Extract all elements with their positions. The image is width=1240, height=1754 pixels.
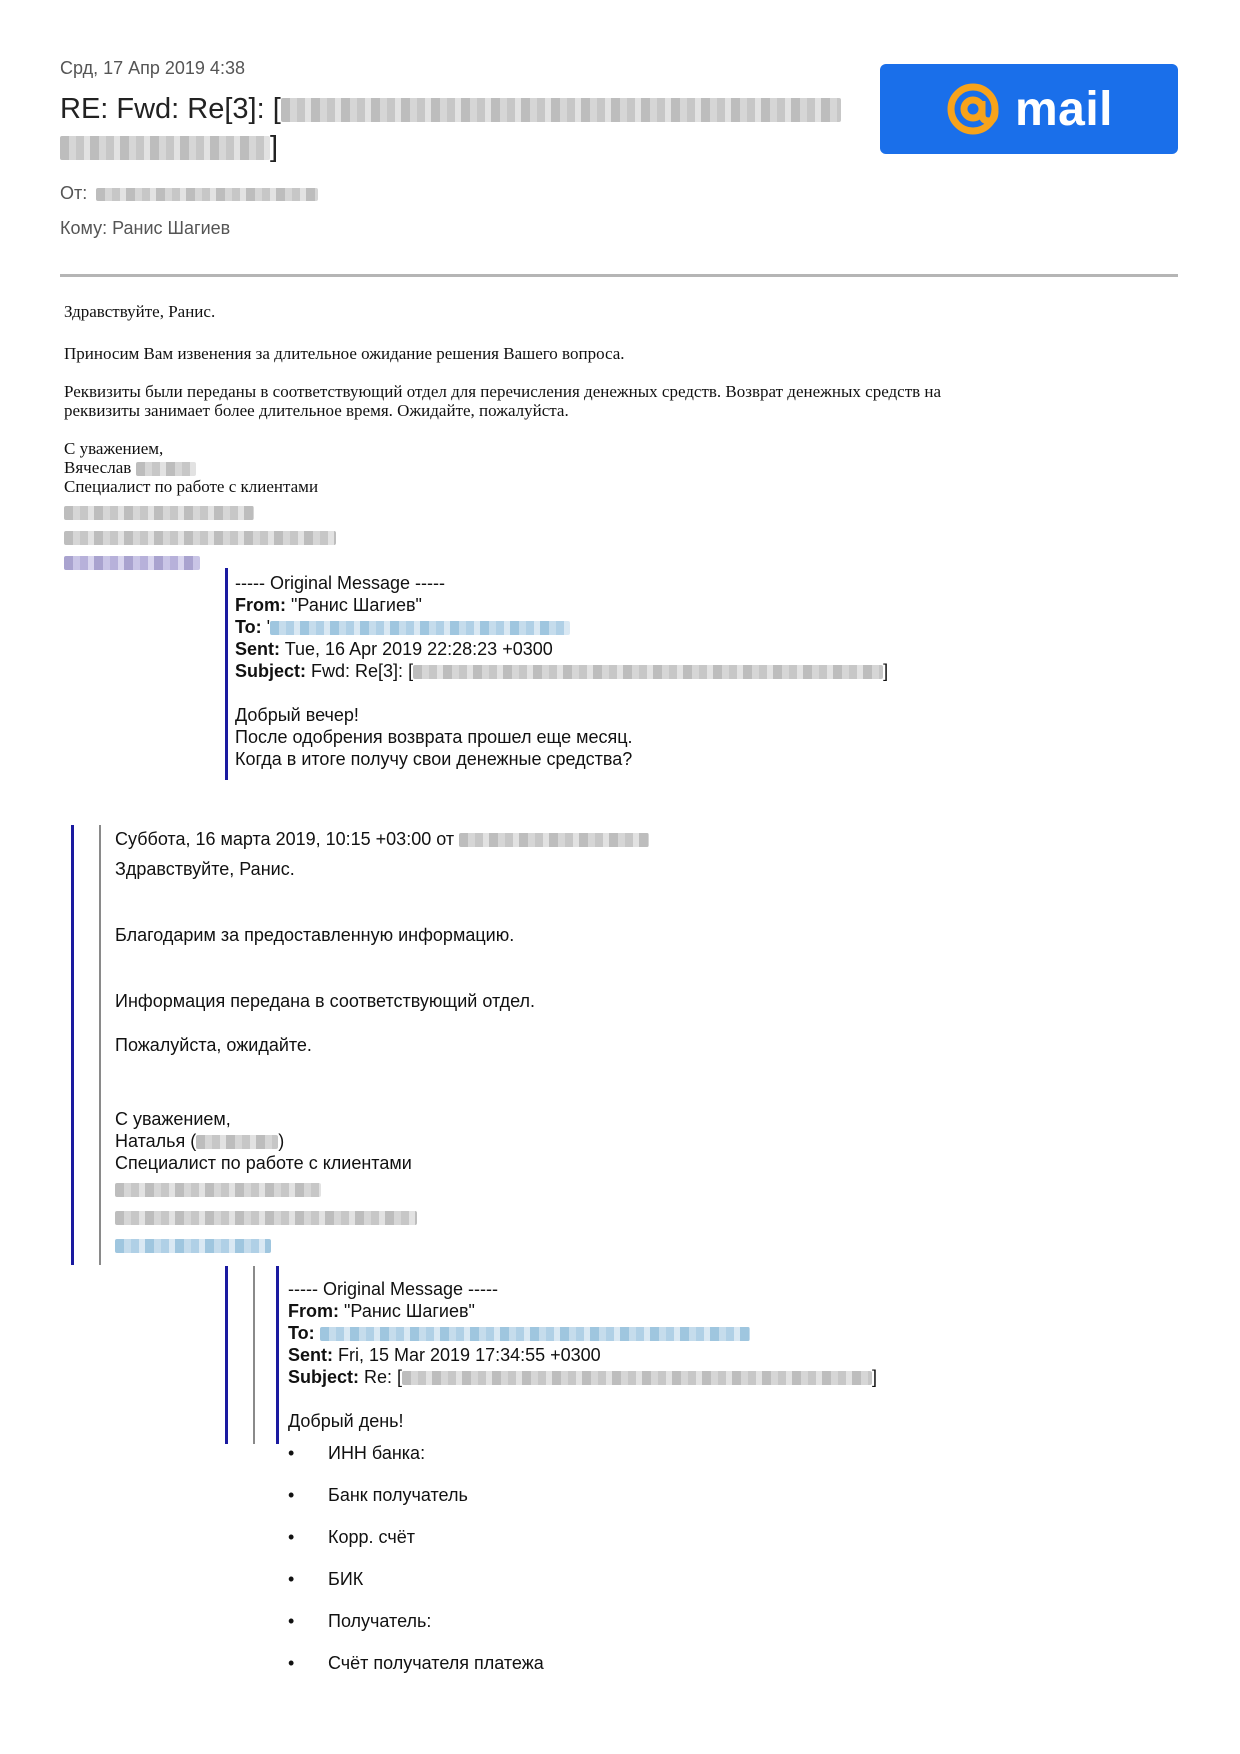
quote-3-line-1: Добрый день! xyxy=(288,1411,404,1431)
quote-1-line-2: После одобрения возврата прошел еще месяц. xyxy=(235,727,633,747)
list-item: • ИНН банка: xyxy=(288,1443,426,1463)
quote-1-from-row: From: "Ранис Шагиев" xyxy=(235,595,422,615)
quote-2-paragraph-3: Пожалуйста, ожидайте. xyxy=(115,1035,312,1055)
mail-ru-logo xyxy=(880,64,1178,154)
redacted-sender-2 xyxy=(459,833,649,847)
signature-name: Вячеслав xyxy=(64,458,132,477)
to-label: Кому: xyxy=(60,218,108,238)
redacted-surname-2 xyxy=(196,1135,278,1149)
message-date: Срд, 17 Апр 2019 4:38 xyxy=(60,58,245,78)
list-item: • Корр. счёт xyxy=(288,1527,415,1547)
redacted-subject-part1 xyxy=(281,98,841,122)
quote-2-intro-row: Суббота, 16 марта 2019, 10:15 +03:00 от xyxy=(115,828,1015,850)
redacted-subject-2 xyxy=(402,1371,872,1385)
redacted-company-1 xyxy=(64,506,254,520)
quote-3 xyxy=(288,1278,1188,1432)
reply-paragraph-2-line-1: Реквизиты были переданы в соответствующий отдел для перечисления денежных средств. Возврат денежных средств на xyxy=(64,382,942,401)
redacted-link-2[interactable] xyxy=(115,1239,271,1253)
quote-2-name-row: Наталья ( ) xyxy=(115,1131,285,1151)
quote-3-from-row: From: "Ранис Шагиев" xyxy=(288,1301,475,1321)
list-item: • Банк получатель xyxy=(288,1485,468,1505)
to-row xyxy=(60,218,230,239)
quote-3-subject-row: Subject: Re: [ ] xyxy=(288,1367,878,1387)
quote-1-to-row: To: ' xyxy=(235,616,1135,638)
quote-2-regards: С уважением, xyxy=(115,1109,231,1129)
quote-1-sent-row: Sent: Tue, 16 Apr 2019 22:28:23 +0300 xyxy=(235,639,553,659)
quote-2-paragraph-1: Благодарим за предоставленную информацию. xyxy=(115,925,515,945)
quote-1-subject-row: Subject: Fwd: Re[3]: [ ] xyxy=(235,661,889,681)
quote-3-original-header: ----- Original Message ----- xyxy=(288,1279,499,1299)
reply-paragraph-1: Приносим Вам извенения за длительное ожидание решения Вашего вопроса. xyxy=(64,344,625,363)
quote-2-greeting: Здравствуйте, Ранис. xyxy=(115,859,295,879)
reply-body xyxy=(64,302,1164,571)
quote-2-paragraph-2: Информация передана в соответствующий отдел. xyxy=(115,991,536,1011)
reply-paragraph-2-line-2: реквизиты занимает более длительное время. Ожидайте, пожалуйста. xyxy=(64,401,569,420)
message-subject xyxy=(60,90,880,166)
redacted-sender xyxy=(96,188,318,201)
redacted-company-2 xyxy=(64,531,336,545)
list-item: • Получатель: xyxy=(288,1611,432,1631)
quote-1-line-1: Добрый вечер! xyxy=(235,705,359,725)
redacted-subject-part2 xyxy=(60,136,270,160)
from-label: От: xyxy=(60,183,88,203)
redacted-company-4 xyxy=(115,1211,417,1225)
reply-greeting: Здравствуйте, Ранис. xyxy=(64,302,216,321)
quote-3-bar-2 xyxy=(253,1266,255,1444)
redacted-link[interactable] xyxy=(64,556,200,570)
quote-2-role: Специалист по работе с клиентами xyxy=(115,1153,412,1173)
quote-1 xyxy=(235,572,1135,770)
subject-prefix: RE: Fwd: Re[3]: [ xyxy=(60,93,281,125)
quote-3-to-row: To: xyxy=(288,1322,1188,1344)
signature-role: Специалист по работе с клиентами xyxy=(64,477,319,496)
requisites-list xyxy=(288,1442,988,1694)
list-item: • Счёт получателя платежа xyxy=(288,1653,544,1673)
signature-regards: С уважением, xyxy=(64,439,164,458)
quote-2 xyxy=(115,828,1015,1256)
at-sign-icon xyxy=(945,81,1001,137)
logo-text: mail xyxy=(1014,82,1114,136)
list-item: • БИК xyxy=(288,1569,364,1589)
to-name[interactable]: Ранис Шагиев xyxy=(112,218,231,238)
quote-1-bar xyxy=(225,568,228,780)
quote-3-sent-row: Sent: Fri, 15 Mar 2019 17:34:55 +0300 xyxy=(288,1345,601,1365)
quote-2-bar-inner xyxy=(99,825,101,1265)
redacted-email-2 xyxy=(320,1327,750,1341)
quote-3-bar-1 xyxy=(225,1266,228,1444)
quote-1-original-header: ----- Original Message ----- xyxy=(235,573,446,593)
from-row xyxy=(60,183,318,204)
quote-1-line-3: Когда в итоге получу свои денежные средства? xyxy=(235,749,633,769)
redacted-subject xyxy=(413,665,883,679)
redacted-company-3 xyxy=(115,1183,321,1197)
redacted-surname xyxy=(136,462,196,476)
subject-suffix: ] xyxy=(270,131,279,163)
redacted-email xyxy=(270,621,570,635)
signature-name-row xyxy=(64,458,1164,477)
header-divider xyxy=(60,274,1178,277)
quote-3-bar-3 xyxy=(276,1266,279,1444)
quote-2-bar-outer xyxy=(71,825,74,1265)
